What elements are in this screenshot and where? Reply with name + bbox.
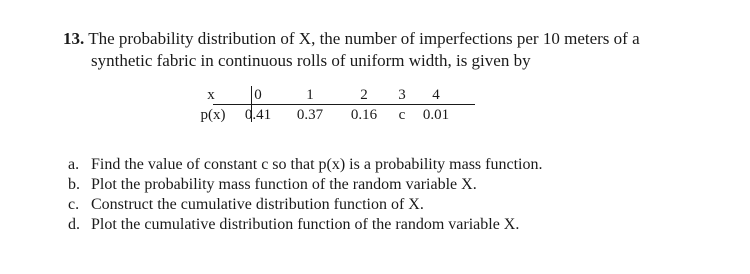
problem-number: 13. — [63, 29, 85, 48]
table-x-value: 3 — [398, 87, 406, 103]
table-x-value: 1 — [306, 87, 314, 103]
table-x-value: 2 — [360, 87, 368, 103]
part-letter: a. — [68, 156, 80, 173]
part-text: Find the value of constant c so that p(x) is a probability mass function. — [91, 156, 543, 173]
table-p-header: p(x) — [200, 107, 226, 123]
distribution-table — [195, 84, 485, 124]
table-p-value: c — [398, 107, 406, 123]
table-p-value: 0.01 — [422, 107, 450, 123]
table-x-value: 0 — [254, 87, 262, 103]
problem-statement-line1 — [63, 28, 640, 50]
table-horizontal-divider — [213, 104, 475, 105]
part-text: Plot the cumulative distribution function of the random variable X. — [91, 216, 520, 233]
problem-text-line2: synthetic fabric in continuous rolls of uniform width, is given by — [91, 51, 531, 70]
part-letter: b. — [68, 176, 80, 193]
table-p-value: 0.16 — [350, 107, 378, 123]
part-text: Construct the cumulative distribution function of X. — [91, 196, 424, 213]
part-letter: d. — [68, 216, 80, 233]
table-x-value: 4 — [432, 87, 440, 103]
part-letter: c. — [68, 196, 80, 213]
table-p-value: 0.41 — [244, 107, 272, 123]
table-p-value: 0.37 — [296, 107, 324, 123]
part-text: Plot the probability mass function of the random variable X. — [91, 176, 477, 193]
problem-text-line1: The probability distribution of X, the number of imperfections per 10 meters of a — [88, 29, 640, 48]
table-x-header: x — [207, 87, 215, 103]
